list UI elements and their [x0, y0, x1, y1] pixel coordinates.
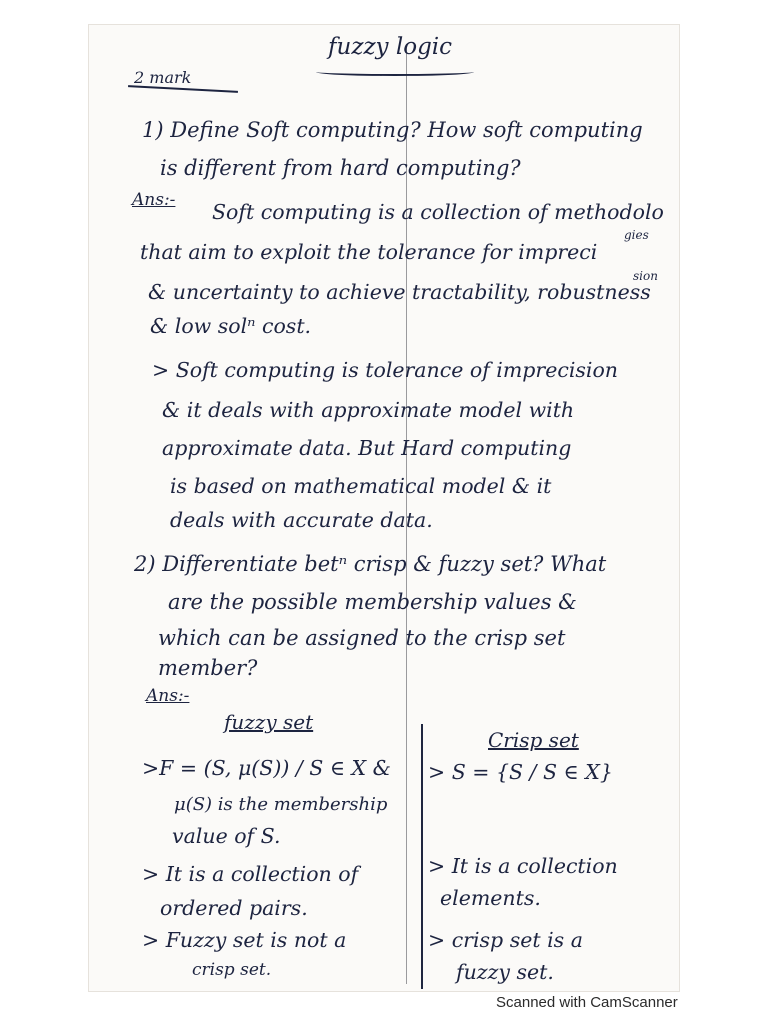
question-1-line-2: is different from hard computing? [160, 156, 521, 180]
answer-1b-line-3: approximate data. But Hard computing [162, 436, 572, 460]
answer-1-line-2: that aim to exploit the tolerance for impreci [140, 240, 598, 264]
marks-label: 2 mark [134, 68, 192, 87]
scanned-page [88, 24, 680, 992]
crisp-set-item-2: > It is a collection [428, 854, 618, 878]
question-2-line-4: member? [158, 656, 258, 680]
answer-1-line-3: & uncertainty to achieve tractability, robustness [148, 280, 651, 304]
answer-2-label: Ans:- [146, 686, 190, 706]
fuzzy-set-item-2: μ(S) is the membership [174, 794, 388, 815]
answer-1b-line-2: & it deals with approximate model with [162, 398, 575, 422]
fuzzy-set-item-3: value of S. [172, 824, 281, 848]
fuzzy-set-item-6: > Fuzzy set is not a [142, 928, 347, 952]
camscanner-watermark: Scanned with CamScanner [496, 994, 678, 1011]
crisp-set-item-3: elements. [440, 886, 541, 910]
fuzzy-set-item-1: >F = (S, μ(S)) / S ∈ X & [142, 756, 391, 780]
column-divider [421, 724, 423, 989]
answer-1-superscript-1: gies [624, 228, 649, 242]
question-2-line-3: which can be assigned to the crisp set [158, 626, 566, 650]
crisp-set-heading: Crisp set [488, 728, 579, 752]
fuzzy-set-item-5: ordered pairs. [160, 896, 308, 920]
answer-1-superscript-2: sion [633, 269, 658, 283]
question-2-line-2: are the possible membership values & [168, 590, 577, 614]
question-1-line-1: 1) Define Soft computing? How soft computing [142, 118, 643, 142]
answer-1-line-4: & low solⁿ cost. [150, 314, 312, 338]
crisp-set-item-4: > crisp set is a [428, 928, 583, 952]
answer-1-label: Ans:- [132, 190, 176, 210]
fuzzy-set-item-4: > It is a collection of [142, 862, 359, 886]
answer-1b-line-1: > Soft computing is tolerance of imprecision [152, 358, 619, 382]
answer-1b-line-5: deals with accurate data. [170, 508, 433, 532]
question-2-line-1: 2) Differentiate betⁿ crisp & fuzzy set? What [134, 552, 607, 576]
crisp-set-item-1: > S = {S / S ∈ X} [428, 760, 613, 784]
crisp-set-item-5: fuzzy set. [456, 960, 554, 984]
answer-1b-line-4: is based on mathematical model & it [170, 474, 552, 498]
page-title: fuzzy logic [328, 34, 453, 60]
fuzzy-set-heading: fuzzy set [224, 710, 314, 734]
answer-1-line-1: Soft computing is a collection of methodolo [212, 200, 664, 224]
fuzzy-set-item-7: crisp set. [192, 960, 272, 980]
title-underline [316, 68, 474, 76]
